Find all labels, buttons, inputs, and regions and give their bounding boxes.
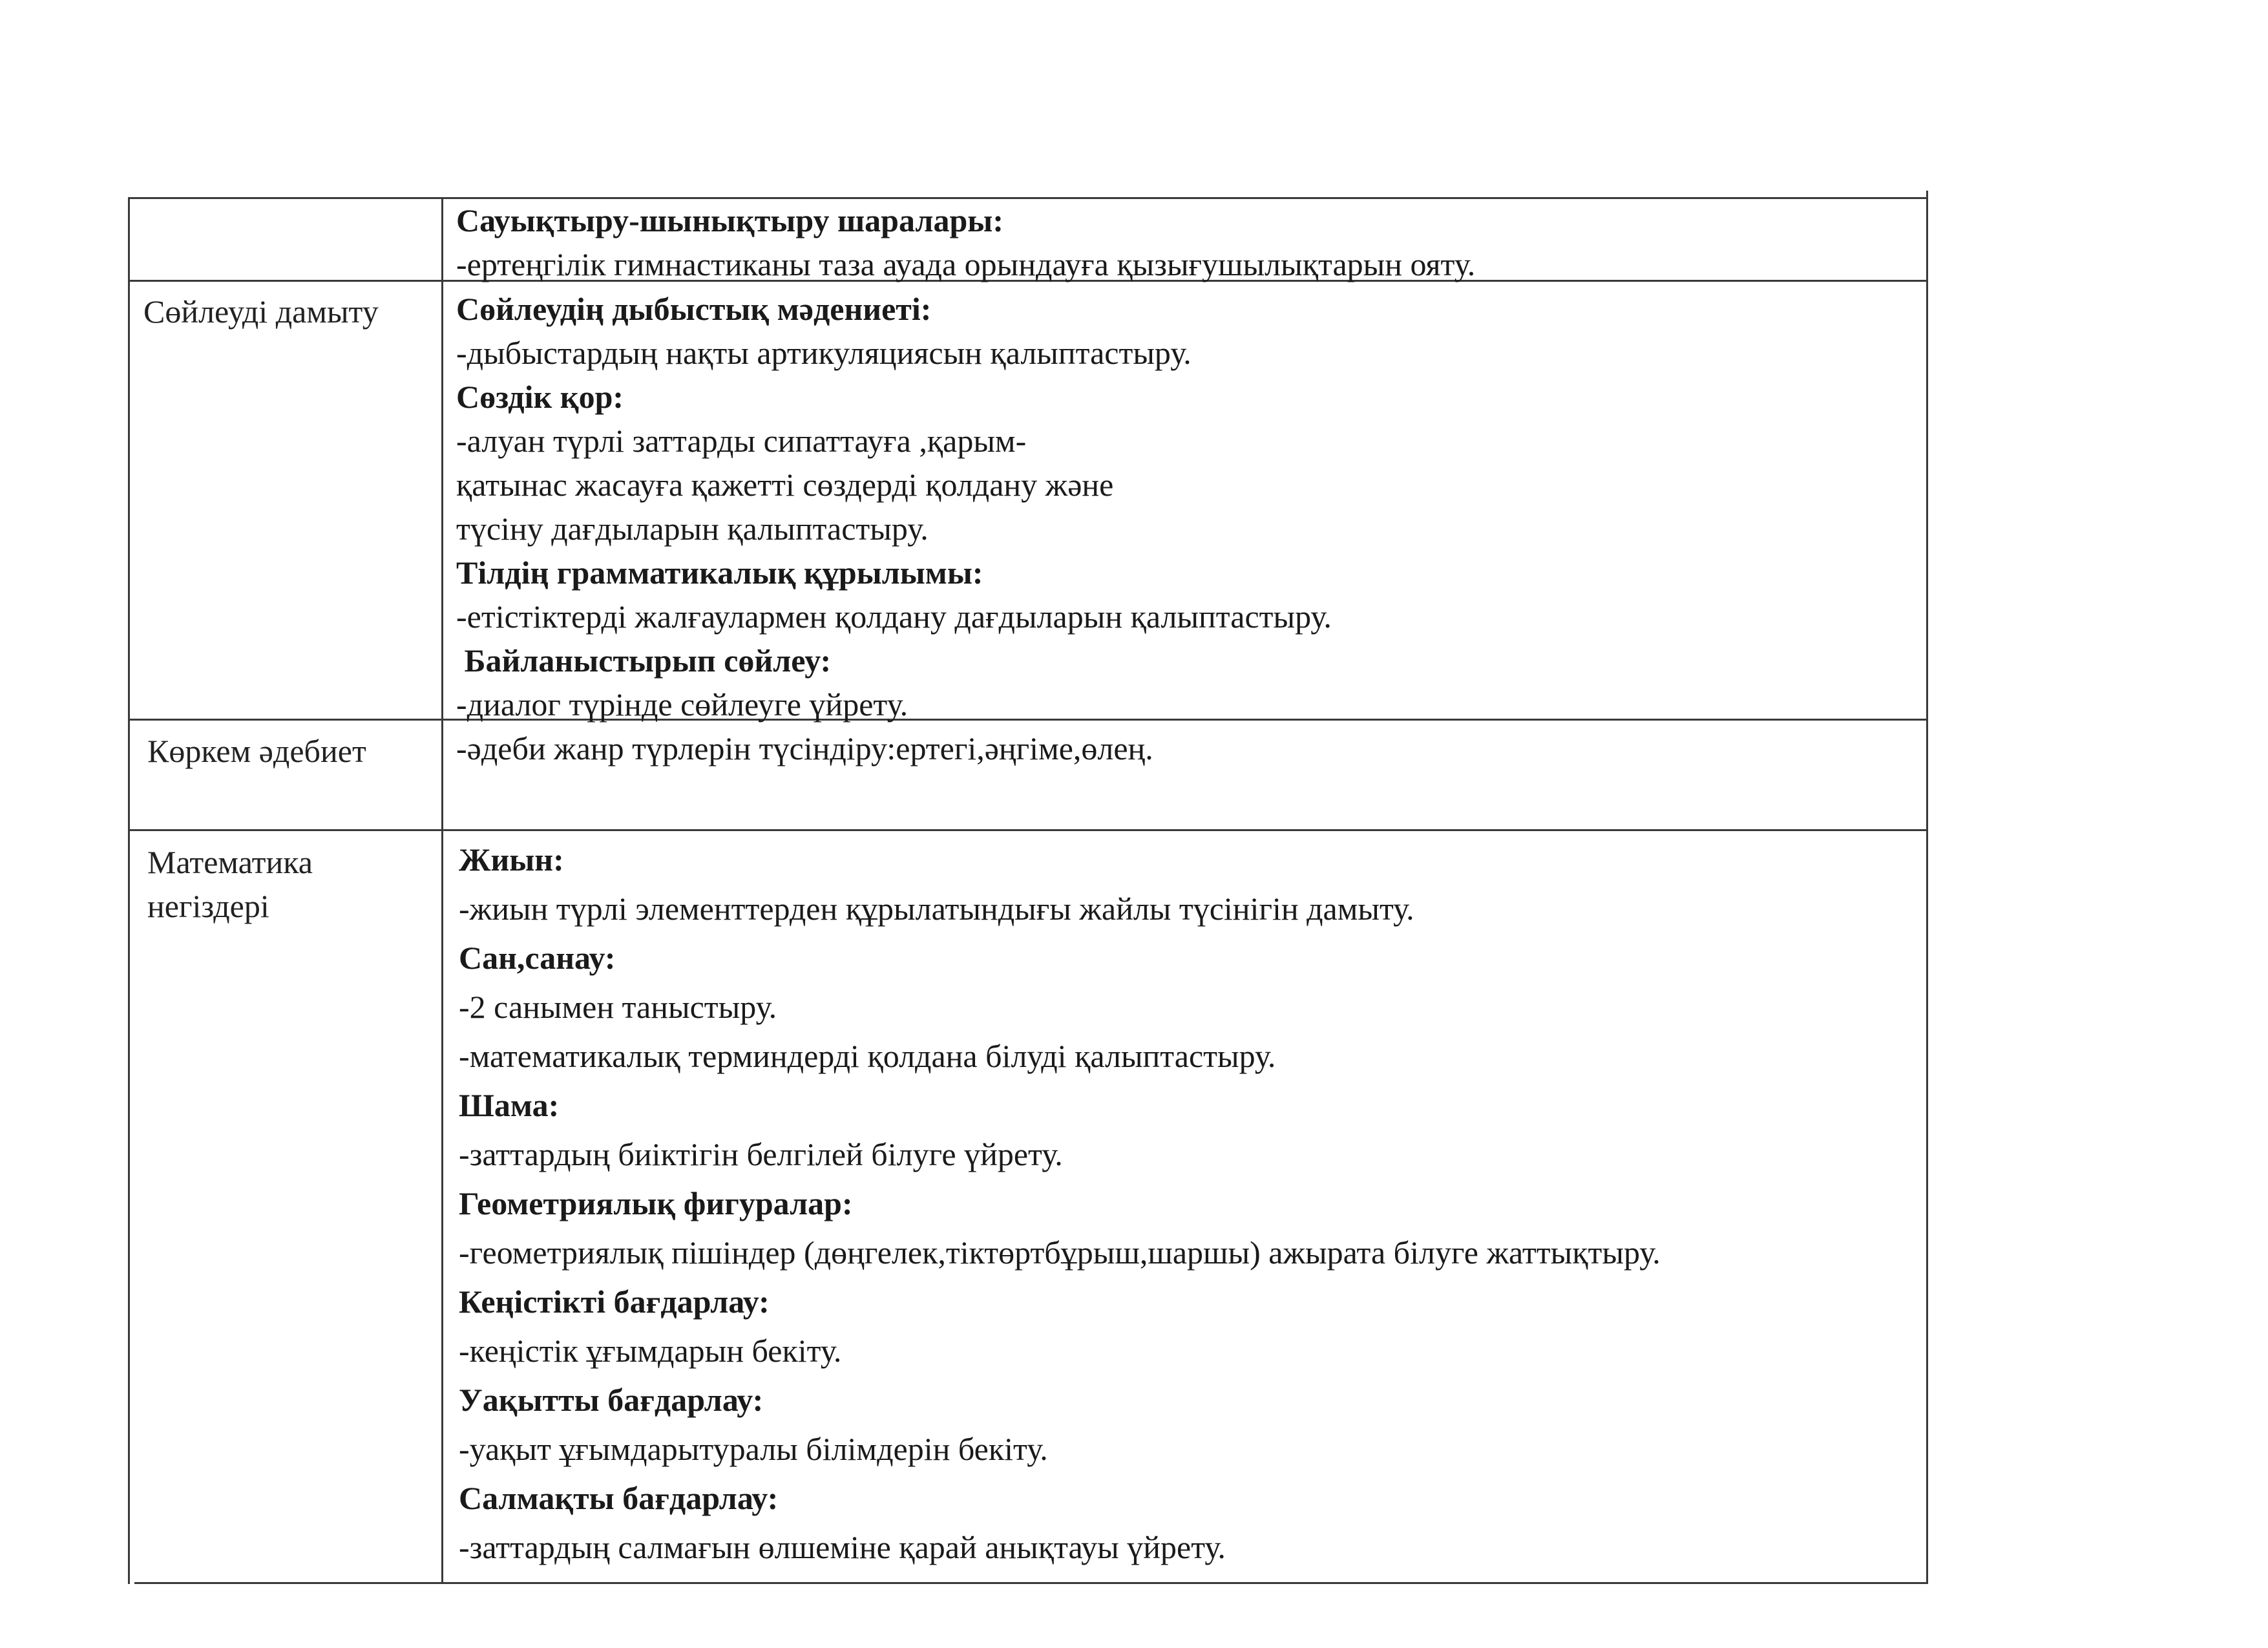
- content-line: -заттардың биіктігін белгілей білуге үйрету.: [459, 1136, 1063, 1172]
- section-heading: Жиын:: [459, 841, 564, 878]
- content-line: -геометриялық пішіндер (дөңгелек,тіктөртбұрыш,шаршы) ажырата білуге жаттықтыру.: [459, 1234, 1661, 1271]
- table-border-left: [128, 197, 130, 1584]
- row-4-subject-cell: [147, 840, 313, 928]
- table-border-right: [1926, 191, 1928, 1584]
- section-heading: Сөйлеудің дыбыстық мәдениеті:: [456, 291, 932, 327]
- content-line: -алуан түрлі заттарды сипаттауға ,қарым-: [456, 423, 1027, 459]
- column-divider: [441, 197, 443, 1584]
- content-line: -уақыт ұғымдарытуралы білімдерін бекіту.: [459, 1431, 1048, 1467]
- table-border-bottom: [134, 1582, 1928, 1584]
- row-2-subject-cell: [143, 290, 379, 333]
- content-line: -жиын түрлі элементтерден құрылатындығы жайлы түсінігін дамыту.: [459, 891, 1414, 927]
- content-line: -математикалық терминдерді қолдана білуді қалыптастыру.: [459, 1038, 1276, 1074]
- section-heading: Сөздік қор:: [456, 379, 624, 415]
- content-line: қатынас жасауға қажетті сөздерді қолдану және: [456, 467, 1114, 503]
- row-3-content-cell: [456, 726, 1153, 770]
- subject-label: Көркем әдебиет: [147, 733, 366, 769]
- subject-label: негіздері: [147, 888, 269, 924]
- section-heading: Тілдің грамматикалық құрылымы:: [456, 555, 983, 591]
- section-heading: Геометриялық фигуралар:: [459, 1185, 853, 1221]
- section-heading: Сауықтыру-шынықтыру шаралары:: [456, 202, 1003, 238]
- section-heading: Шама:: [459, 1087, 560, 1123]
- row-4-content-cell: [459, 835, 1661, 1572]
- section-heading: Салмақты бағдарлау:: [459, 1480, 779, 1516]
- row-3-subject-cell: [147, 729, 366, 773]
- content-line: -2 санымен таныстыру.: [459, 989, 777, 1025]
- row-divider: [128, 829, 1928, 831]
- section-heading: Байланыстырып сөйлеу:: [456, 642, 832, 679]
- content-line: -заттардың салмағын өлшеміне қарай анықтауы үйрету.: [459, 1529, 1226, 1565]
- content-line: -дыбыстардың нақты артикуляциясын қалыптастыру.: [456, 335, 1192, 371]
- content-line: -етістіктерді жалғаулармен қолдану дағдыларын қалыптастыру.: [456, 598, 1332, 635]
- row-1-content-cell: [456, 198, 1475, 286]
- row-2-content-cell: [456, 287, 1332, 726]
- section-heading: Уақытты бағдарлау:: [459, 1382, 764, 1418]
- subject-label: Сөйлеуді дамыту: [143, 293, 379, 330]
- content-line: түсіну дағдыларын қалыптастыру.: [456, 511, 929, 547]
- section-heading: Сан,санау:: [459, 940, 616, 976]
- content-line: -диалог түрінде сөйлеуге үйрету.: [456, 686, 908, 723]
- content-line: -әдеби жанр түрлерін түсіндіру:ертегі,әңгіме,өлең.: [456, 730, 1153, 766]
- section-heading: Кеңістікті бағдарлау:: [459, 1284, 770, 1320]
- content-line: -кеңістік ұғымдарын бекіту.: [459, 1333, 842, 1369]
- content-line: -ертеңгілік гимнастиканы таза ауада орындауға қызығушылықтарын ояту.: [456, 246, 1476, 282]
- subject-label: Математика: [147, 844, 313, 880]
